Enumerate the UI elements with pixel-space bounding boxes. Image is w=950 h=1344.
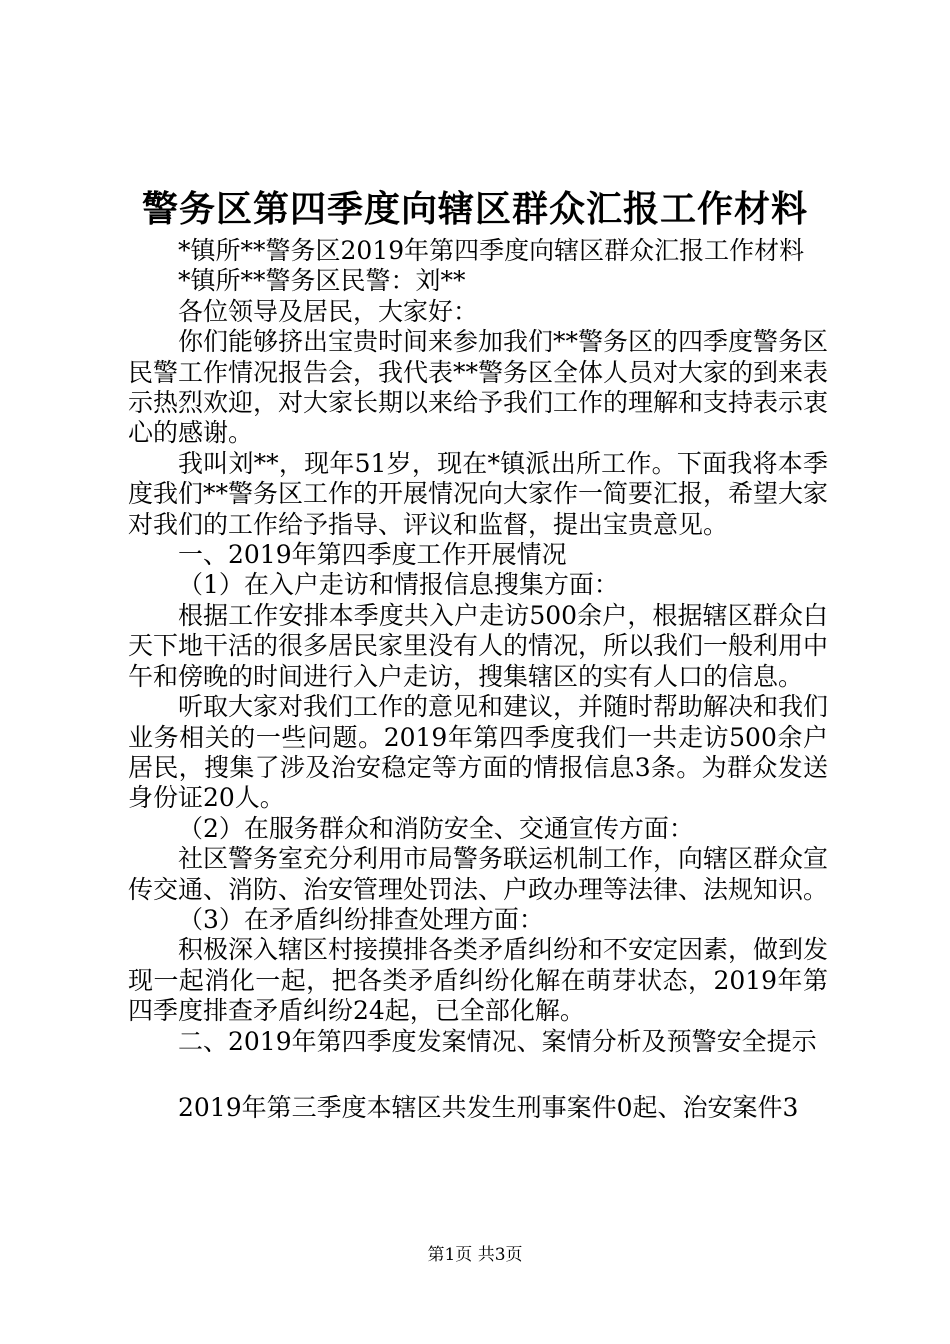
paragraph-visits: 根据工作安排本季度共入户走访500余户，根据辖区群众白天下地干活的很多居民家里没有人的情况，所以我们一般利用中午和傍晚的时间进行入户走访，搜集辖区的实有人口的信息。: [128, 600, 829, 691]
section-heading-1: 一、2019年第四季度工作开展情况: [178, 540, 567, 570]
subsection-heading-1: （1）在入户走访和情报信息搜集方面：: [178, 570, 619, 600]
document-body: [128, 236, 828, 1123]
paragraph-introduction: 我叫刘**，现年51岁，现在*镇派出所工作。下面我将本季度我们**警务区工作的开展情况向大家作一简要汇报，希望大家对我们的工作给予指导、评议和监督，提出宝贵意见。: [128, 448, 829, 539]
paragraph-subtitle: *镇所**警务区2019年第四季度向辖区群众汇报工作材料: [178, 236, 805, 265]
paragraph-publicity: 社区警务室充分利用市局警务联运机制工作，向辖区群众宣传交通、消防、治安管理处罚法、户政办理等法律、法规知识。: [128, 844, 829, 904]
page-footer: 第1页 共3页: [427, 1245, 523, 1265]
paragraph-cases: 2019年第三季度本辖区共发生刑事案件0起、治安案件3: [178, 1092, 799, 1122]
section-heading-2: 二、2019年第四季度发案情况、案情分析及预警安全提示: [178, 1026, 817, 1056]
paragraph-greeting: 各位领导及居民，大家好：: [178, 296, 479, 326]
paragraph-author: *镇所**警务区民警：刘**: [178, 266, 466, 296]
paragraph-welcome: 你们能够挤出宝贵时间来参加我们**警务区的四季度警务区民警工作情况报告会，我代表**警务区全体人员对大家的到来表示热烈欢迎，对大家长期以来给予我们工作的理解和支持表示衷心的感谢。: [128, 327, 829, 448]
paragraph-feedback: 听取大家对我们工作的意见和建议，并随时帮助解决和我们业务相关的一些问题。2019年第四季度我们一共走访500余户居民，搜集了涉及治安稳定等方面的情报信息3条。为群众发送身份证20人。: [128, 692, 829, 813]
document-title: 警务区第四季度向辖区群众汇报工作材料: [141, 188, 808, 230]
paragraph-disputes: 积极深入辖区村接摸排各类矛盾纠纷和不安定因素，做到发现一起消化一起，把各类矛盾纠纷化解在萌芽状态，2019年第四季度排查矛盾纠纷24起，已全部化解。: [128, 935, 829, 1026]
subsection-heading-2: （2）在服务群众和消防安全、交通宣传方面：: [178, 813, 694, 843]
subsection-heading-3: （3）在矛盾纠纷排查处理方面：: [178, 904, 544, 934]
